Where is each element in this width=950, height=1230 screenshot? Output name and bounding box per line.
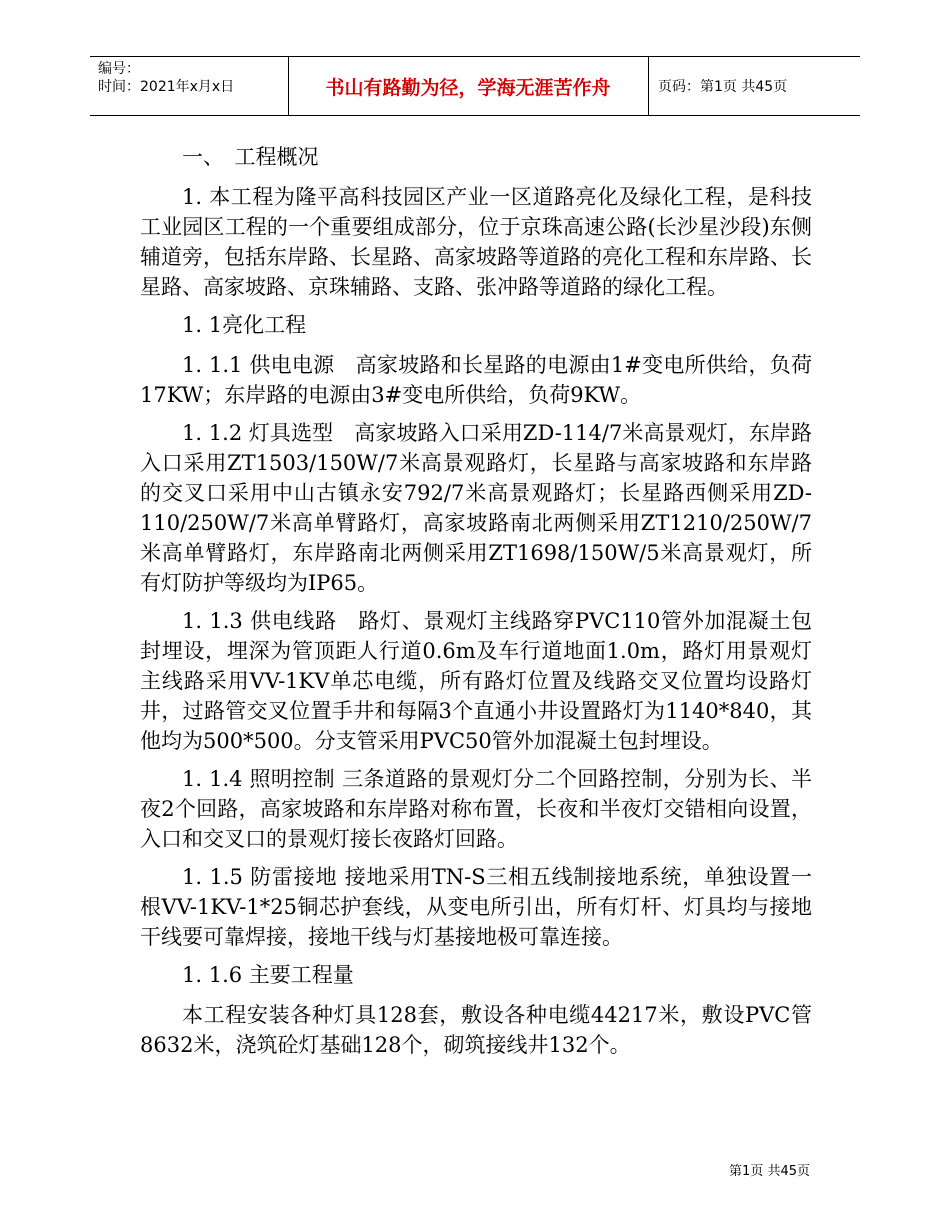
page-footer-number: 第1页 共45页 — [729, 1164, 810, 1179]
page-header — [90, 56, 860, 116]
header-page-info: 页码：第1页 共45页 — [658, 79, 788, 95]
subsection-quantities-title: 1. 1.6 主要工程量 — [182, 963, 354, 987]
paragraph-power-supply: 1. 1.1 供电电源 高家坡路和长星路的电源由1#变电所供给，负荷17KW；东岸路的电源由3#变电所供给，负荷9KW。 — [140, 353, 812, 407]
paragraph-supply-lines: 1. 1.3 供电线路 路灯、景观灯主线路穿PVC110管外加混凝土包封埋设，埋深为管顶距人行道0.6m及车行道地面1.0m，路灯用景观灯主线路采用VV-1KV单芯电缆，所有路灯位置及线路交叉位置均设路灯井，过路管交叉位置手井和每隔3个直通小井设置路灯为1140*840，其他均为500*500。分支管采用PVC50管外加混凝土包封埋设。 — [140, 609, 812, 753]
section-title: 一、 工程概况 — [182, 145, 319, 169]
document-number-label: 编号： — [98, 61, 140, 77]
header-motto: 书山有路勤为径，学海无涯苦作舟 — [325, 76, 611, 99]
document-time: 时间：2021年x月x日 — [98, 79, 235, 95]
subsection-lighting-title: 1. 1亮化工程 — [182, 313, 307, 337]
paragraph-lamp-selection: 1. 1.2 灯具选型 高家坡路入口采用ZD-114/7米高景观灯，东岸路入口采用ZT1503/150W/7米高景观路灯，长星路与高家坡路和东岸路的交叉口采用中山古镇永安792/7米高景观路灯；长星路西侧采用ZD-110/250W/7米高单臂路灯，高家坡路南北两侧采用ZT1210/250W/7米高单臂路灯，东岸路南北两侧采用ZT1698/150W/5米高景观灯，所有灯防护等级均为IP65。 — [140, 421, 812, 595]
paragraph-lightning-grounding: 1. 1.5 防雷接地 接地采用TN-S三相五线制接地系统，单独设置一根VV-1KV-1*25铜芯护套线，从变电所引出，所有灯杆、灯具均与接地干线要可靠焊接，接地干线与灯基接地极可靠连接。 — [140, 865, 812, 949]
paragraph-lighting-control: 1. 1.4 照明控制 三条道路的景观灯分二个回路控制，分别为长、半夜2个回路，高家坡路和东岸路对称布置，长夜和半夜灯交错相向设置，入口和交叉口的景观灯接长夜路灯回路。 — [140, 767, 812, 851]
paragraph-project-overview: 1. 本工程为隆平高科技园区产业一区道路亮化及绿化工程，是科技工业园区工程的一个重要组成部分，位于京珠高速公路(长沙星沙段)东侧辅道旁，包括东岸路、长星路、高家坡路等道路的亮化工程和东岸路、长星路、高家坡路、京珠辅路、支路、张冲路等道路的绿化工程。 — [140, 185, 812, 299]
header-meta — [98, 60, 288, 96]
paragraph-quantities: 本工程安装各种灯具128套，敷设各种电缆44217米，敷设PVC管8632米，浇筑砼灯基础128个，砌筑接线井132个。 — [140, 1003, 812, 1057]
document-body — [140, 142, 812, 1068]
